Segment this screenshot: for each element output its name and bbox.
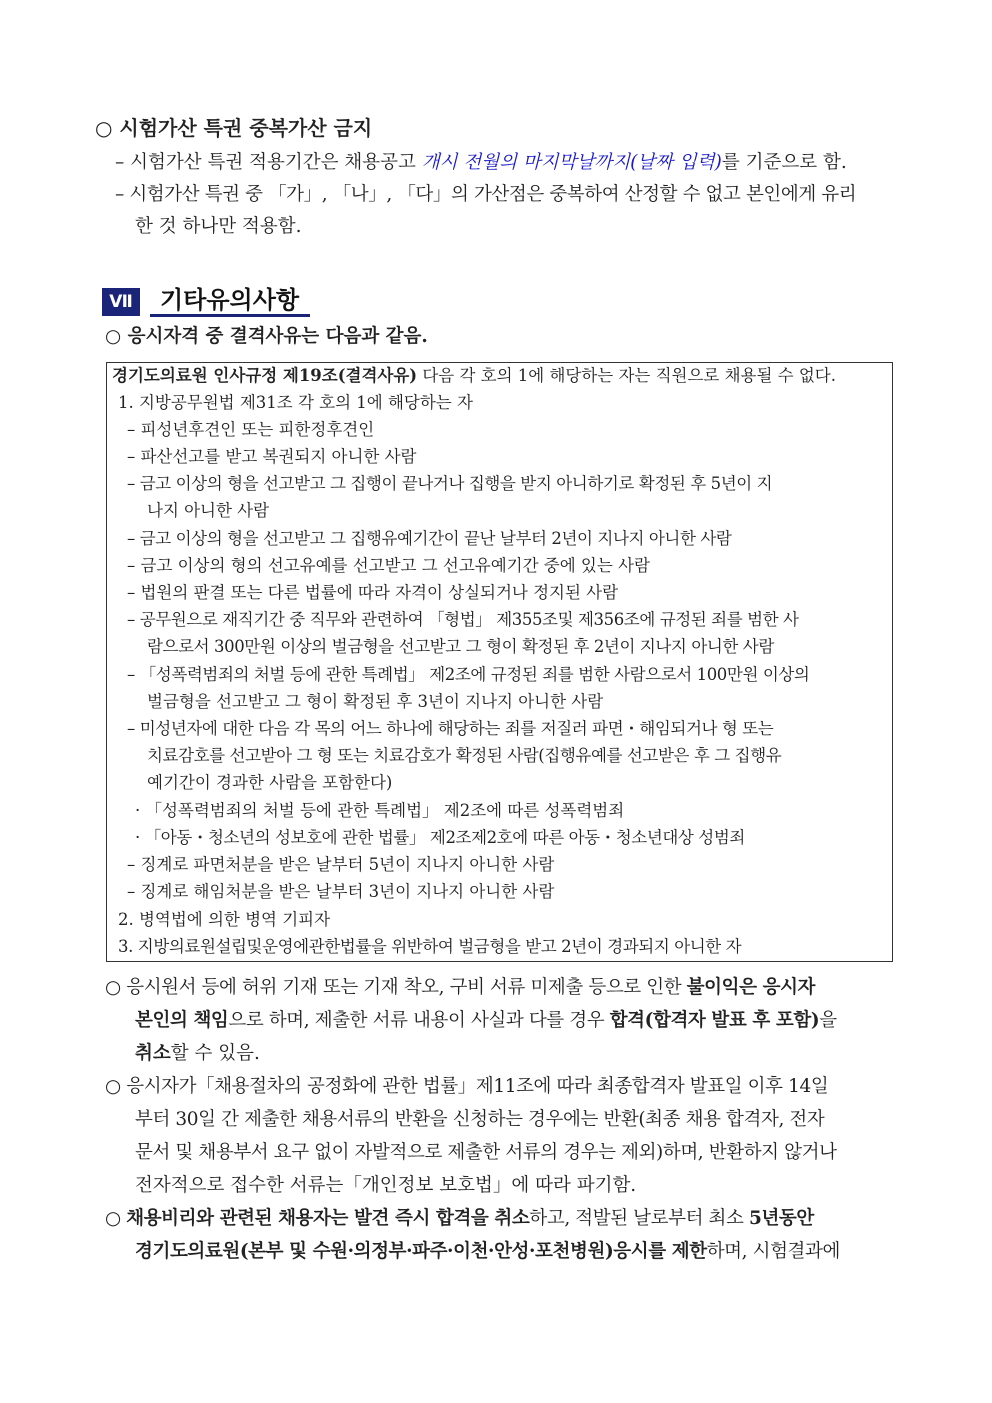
note-1-line-3 <box>135 1039 260 1069</box>
note-1-bold: 취소 <box>135 1043 171 1064</box>
box-line: 1. 지방공무원법 제31조 각 호의 1에 해당하는 자 <box>118 393 473 412</box>
note-2-line-2: 부터 30일 간 제출한 채용서류의 반환을 신청하는 경우에는 반환(최종 채용 합격자, 전자 <box>135 1109 825 1130</box>
gasan-title: ○ 시험가산 특권 중복가산 금지 <box>95 116 373 140</box>
box-line: 나지 아니한 사람 <box>147 501 270 520</box>
gasan-line-1 <box>115 148 847 178</box>
note-3-text: 하며, 시험결과에 <box>706 1241 840 1262</box>
box-line: 치료감호를 선고받아 그 형 또는 치료감호가 확정된 사람(집행유예를 선고받은 후 그 집행유 <box>147 746 782 765</box>
box-line: 벌금형을 선고받고 그 형이 확정된 후 3년이 지나지 아니한 사람 <box>147 692 604 711</box>
box-heading-bold: 경기도의료원 인사규정 제19조(결격사유) <box>112 366 418 385</box>
box-heading-rest: 다음 각 호의 1에 해당하는 자는 직원으로 채용될 수 없다. <box>417 366 836 385</box>
note-1-text: 으로 하며, 제출한 서류 내용이 사실과 다를 경우 <box>228 1010 610 1031</box>
note-2-line-4: 전자적으로 접수한 서류는「개인정보 보호법」에 따라 파기함. <box>135 1175 637 1196</box>
note-1-text: 을 <box>819 1010 837 1031</box>
box-line: – 금고 이상의 형의 선고유예를 선고받고 그 선고유예기간 중에 있는 사람 <box>127 556 650 575</box>
note-3-bold: 경기도의료원(본부 및 수원·의정부·파주·이천·안성·포천병원)응시를 제한 <box>135 1241 707 1262</box>
note-1-bold: 불이익은 응시자 <box>686 977 816 998</box>
note-1-line-2 <box>135 1006 837 1036</box>
note-3-text: ○ <box>105 1208 127 1229</box>
box-line: 2. 병역법에 의한 병역 기피자 <box>118 910 331 929</box>
box-line: 람으로서 300만원 이상의 벌금형을 선고받고 그 형이 확정된 후 2년이 지나지 아니한 사람 <box>147 637 774 656</box>
gasan-line-1-highlight: 개시 전월의 마지막날까지(날짜 입력) <box>421 152 722 173</box>
note-2-line-1: ○ 응시자가「채용절차의 공정화에 관한 법률」제11조에 따라 최종합격자 발표일 이후 14일 <box>105 1076 829 1097</box>
box-line: · 「성폭력범죄의 처벌 등에 관한 특례법」 제2조에 따른 성폭력범죄 <box>135 801 625 820</box>
box-line: – 법원의 판결 또는 다른 법률에 따라 자격이 상실되거나 정지된 사람 <box>127 583 619 602</box>
section-title: 기타유의사항 <box>150 283 310 317</box>
box-line: · 「아동・청소년의 성보호에 관한 법률」 제2조제2호에 따른 아동・청소년대상 성범죄 <box>135 828 745 847</box>
box-line: 3. 지방의료원설립및운영에관한법률을 위반하여 벌금형을 받고 2년이 경과되지 아니한 자 <box>118 937 742 956</box>
box-line: – 공무원으로 재직기간 중 직무와 관련하여 「형법」 제355조및 제356조에 규정된 죄를 범한 사 <box>127 610 799 629</box>
note-1-bold: 합격(합격자 발표 후 포함) <box>609 1010 820 1031</box>
box-line: – 파산선고를 받고 복권되지 아니한 사람 <box>127 447 417 466</box>
section-subtitle: ○ 응시자격 중 결격사유는 다음과 같음. <box>105 326 428 347</box>
box-line: – 징계로 해임처분을 받은 날부터 3년이 지나지 아니한 사람 <box>127 882 555 901</box>
gasan-line-3: 한 것 하나만 적용함. <box>135 216 302 237</box>
note-1-text: ○ 응시원서 등에 허위 기재 또는 기재 착오, 구비 서류 미제출 등으로 인한 <box>105 977 687 998</box>
box-line: – 금고 이상의 형을 선고받고 그 집행이 끝나거나 집행을 받지 아니하기로 확정된 후 5년이 지 <box>127 474 773 493</box>
gasan-line-1-pre: – 시험가산 특권 적용기간은 채용공고 <box>115 152 422 173</box>
note-1-text: 할 수 있음. <box>170 1043 260 1064</box>
box-line: – 미성년자에 대한 다음 각 목의 어느 하나에 해당하는 죄를 저질러 파면・해임되거나 형 또는 <box>127 719 774 738</box>
box-line: – 금고 이상의 형을 선고받고 그 집행유예기간이 끝난 날부터 2년이 지나지 아니한 사람 <box>127 529 732 548</box>
box-line: – 피성년후견인 또는 피한정후견인 <box>127 420 375 439</box>
note-3-text: 하고, 적발된 날로부터 최소 <box>529 1208 749 1229</box>
gasan-line-1-post: 를 기준으로 함. <box>721 152 847 173</box>
note-3-line-2 <box>135 1237 840 1267</box>
gasan-line-2: – 시험가산 특권 중 「가」, 「나」, 「다」의 가산점은 중복하여 산정할 수 없고 본인에게 유리 <box>115 184 857 205</box>
note-1-line-1 <box>105 973 815 1003</box>
note-3-bold: 채용비리와 관련된 채용자는 발견 즉시 합격을 취소 <box>126 1208 530 1229</box>
note-1-bold: 본인의 책임 <box>135 1010 229 1031</box>
box-line: – 징계로 파면처분을 받은 날부터 5년이 지나지 아니한 사람 <box>127 855 555 874</box>
box-heading <box>112 362 836 390</box>
box-line: – 「성폭력범죄의 처벌 등에 관한 특례법」 제2조에 규정된 죄를 범한 사람으로서 100만원 이상의 <box>127 665 810 684</box>
note-3-line-1 <box>105 1204 814 1234</box>
section-number-badge: Ⅶ <box>102 288 140 316</box>
box-line: 예기간이 경과한 사람을 포함한다) <box>147 773 393 792</box>
note-2-line-3: 문서 및 채용부서 요구 없이 자발적으로 제출한 서류의 경우는 제외)하며, 반환하지 않거나 <box>135 1142 837 1163</box>
note-3-bold: 5년동안 <box>748 1208 814 1229</box>
